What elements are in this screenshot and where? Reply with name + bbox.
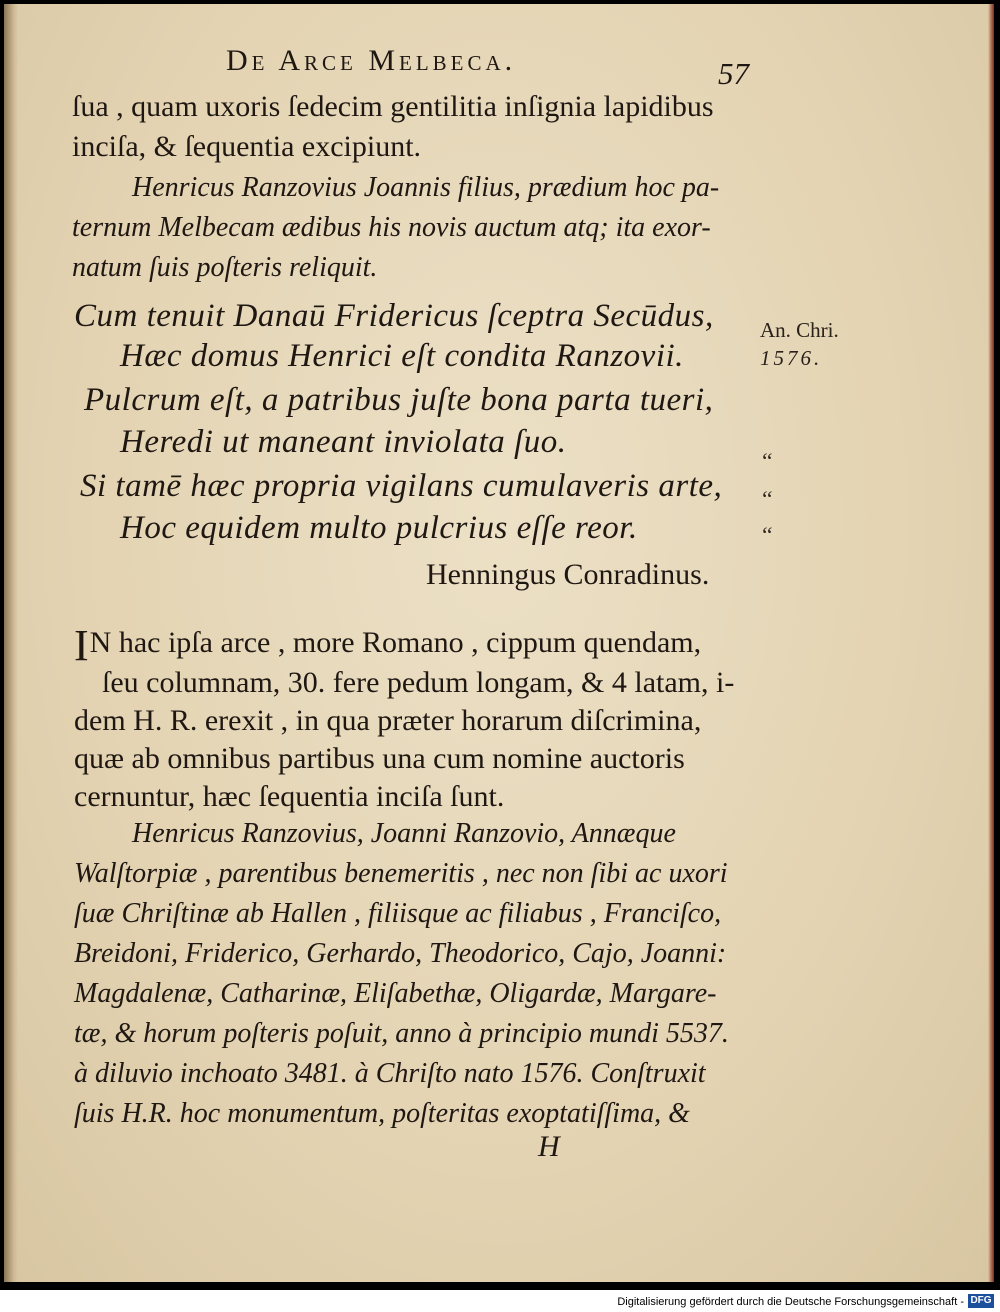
verse-line: Si tamē hæc propria vigilans cumulaveris arte, (80, 468, 723, 504)
dedication-line: Henricus Ranzovius, Joanni Ranzovio, Annæque (132, 818, 676, 849)
margin-year-label: An. Chri. (760, 318, 839, 342)
paragraph-line: ſeu columnam, 30. fere pedum longam, & 4 latam, i- (102, 666, 735, 699)
verse-author: Henningus Conradinus. (426, 558, 710, 591)
dedication-line: Magdalenæ, Catharinæ, Eliſabethæ, Oligardæ, Margare- (74, 978, 717, 1009)
page-number: 57 (718, 56, 749, 91)
page-edge-red (988, 4, 994, 1282)
body-line: ſua , quam uxoris ſedecim gentilitia inſignia lapidibus (72, 90, 714, 123)
margin-quote-mark: ‘‘ (760, 486, 773, 511)
verse-line: Pulcrum eſt, a patribus juſte bona parta tueri, (84, 382, 714, 418)
footer-credit: Digitalisierung gefördert durch die Deutsche Forschungsgemeinschaft - (617, 1296, 964, 1308)
dedication-line: ſuis H.R. hoc monumentum, poſteritas exoptatiſſima, & (74, 1098, 690, 1129)
page-gutter-shadow (4, 4, 18, 1282)
margin-year: 1576. (760, 346, 823, 370)
dedication-line: Walſtorpiæ , parentibus benemeritis , nec non ſibi ac uxori (74, 858, 728, 889)
paragraph-first-line (74, 621, 702, 670)
dfg-logo-icon: DFG (968, 1294, 994, 1308)
margin-quote-mark: ‘‘ (760, 448, 773, 473)
dedication-line: ſuæ Chriſtinæ ab Hallen , filiisque ac filiabus , Franciſco, (74, 898, 722, 929)
paragraph-line: cernuntur, hæc ſequentia inciſa ſunt. (74, 780, 505, 813)
dedication-line: à diluvio inchoato 3481. à Chriſto nato 1576. Conſtruxit (74, 1058, 706, 1089)
verse-line: Hoc equidem multo pulcrius eſſe reor. (120, 510, 638, 546)
running-title: De Arce Melbeca. (226, 44, 517, 77)
verse-line: Cum tenuit Danaū Fridericus ſceptra Secūdus, (74, 298, 714, 334)
verse-line: Heredi ut maneant inviolata ſuo. (120, 424, 567, 460)
inscription-line: ternum Melbecam ædibus his novis auctum atq; ita exor- (72, 212, 711, 243)
margin-quote-mark: ‘‘ (760, 522, 773, 547)
inscription-line: Henricus Ranzovius Joannis filius, prædium hoc pa- (132, 172, 720, 203)
body-line: inciſa, & ſequentia excipiunt. (72, 130, 422, 163)
inscription-line: natum ſuis poſteris reliquit. (72, 252, 378, 283)
paragraph-line: dem H. R. erexit , in qua præter horarum diſcrimina, (74, 704, 702, 737)
paragraph-line: quæ ab omnibus partibus una cum nomine auctoris (74, 742, 685, 775)
paragraph-line: N hac ipſa arce , more Romano , cippum quendam, (89, 626, 702, 659)
dedication-line: Breidoni, Friderico, Gerhardo, Theodorico, Cajo, Joanni: (74, 938, 727, 969)
scanned-page (4, 4, 994, 1282)
drop-initial: I (74, 621, 89, 670)
verse-line: Hæc domus Henrici eſt condita Ranzovii. (120, 338, 684, 374)
catchword: H (538, 1130, 560, 1163)
dedication-line: tæ, & horum poſteris poſuit, anno à principio mundi 5537. (74, 1018, 729, 1049)
